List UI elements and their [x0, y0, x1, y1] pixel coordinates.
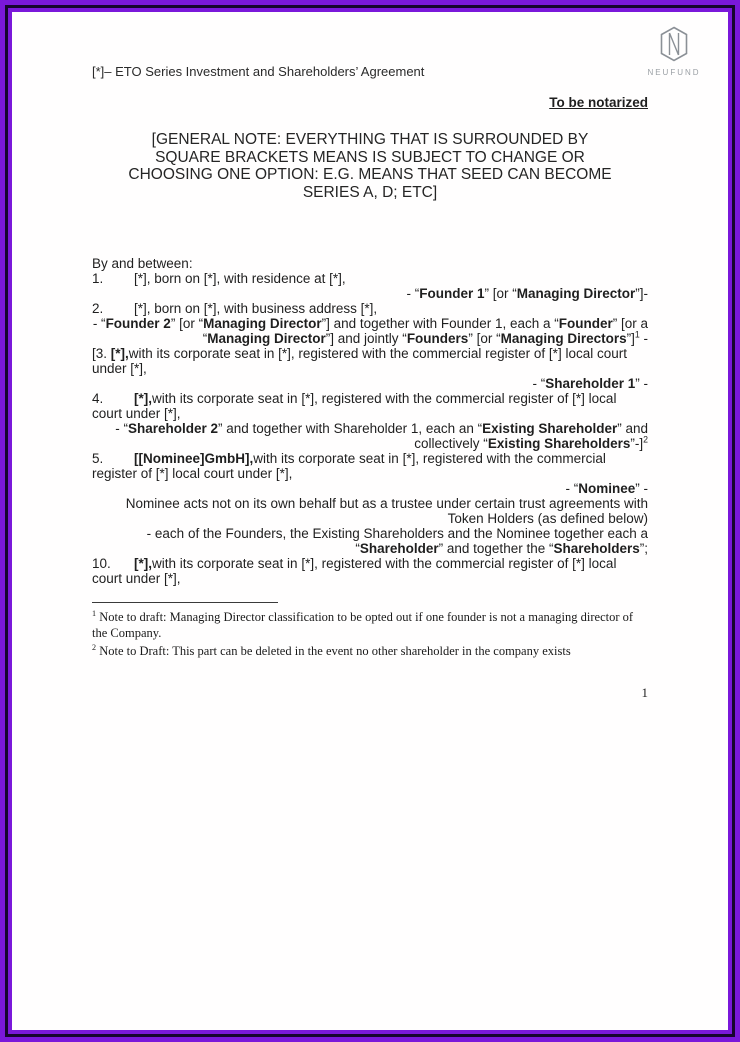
party-item-5 [92, 451, 648, 481]
footnote-1 [92, 609, 648, 641]
footnote-text: Note to Draft: This part can be deleted in the event no other shareholder in the company exists [99, 644, 571, 658]
designation-nominee: - “Nominee” - [565, 481, 648, 496]
general-note [92, 131, 648, 201]
notarized-note: To be notarized [549, 95, 648, 110]
neufund-hexagon-icon [659, 26, 689, 62]
party-item-1 [92, 271, 648, 286]
item-text: [*],with its corporate seat in [*], registered with the commercial register of [*] local court under [*], [92, 391, 617, 421]
document-page [12, 12, 728, 1030]
footnote-marker: 1 [92, 608, 97, 618]
purple-inner-border [8, 8, 732, 1034]
item-text: [*],with its corporate seat in [*], registered with the commercial register of [*] local court under [*], [92, 556, 617, 586]
general-note-line: SQUARE BRACKETS MEANS IS SUBJECT TO CHANGE OR [155, 148, 585, 166]
shareholders-collective-designation: - each of the Founders, the Existing Shareholders and the Nominee together each a “Shareholder” and together the “Shareholders”; [146, 526, 648, 556]
item-number: 1. [92, 271, 104, 286]
footnote-separator [92, 602, 278, 603]
designation-shareholder-1: - “Shareholder 1” - [532, 376, 648, 391]
brand-name: NEUFUND [647, 68, 701, 77]
nominee-trustee-note: Nominee acts not on its own behalf but as a trustee under certain trust agreements with Token Holders (as defined below) [125, 496, 648, 526]
designation-shareholder-2: - “Shareholder 2” and together with Shareholder 1, each an “Existing Shareholder” and collectively “Existing Shareholders”-]$^2$ [115, 421, 648, 451]
neufund-logo [642, 26, 706, 80]
party-item-3 [92, 346, 648, 376]
intro-line: By and between: [92, 256, 193, 271]
dark-border-stripe [5, 5, 735, 1037]
footnote-text: Note to draft: Managing Director classification to be opted out if one founder is not a managing director of the Company. [92, 610, 634, 640]
document-header-title: [*]– ETO Series Investment and Shareholders’ Agreement [92, 64, 425, 79]
footnote-2 [92, 643, 648, 659]
item-number: 10. [92, 556, 111, 571]
general-note-line: [GENERAL NOTE: EVERYTHING THAT IS SURROUNDED BY [151, 131, 589, 148]
item-text: [[Nominee]GmbH],with its corporate seat in [*], registered with the commercial register of [*] local court under [*], [92, 451, 606, 481]
party-item-10 [92, 556, 648, 586]
footnotes-section [92, 602, 648, 659]
item-text: [3. [*],with its corporate seat in [*], registered with the commercial register of [*] local court under [*], [92, 346, 627, 376]
item-number: 5. [92, 451, 104, 466]
general-note-line: SERIES A, D; ETC] [302, 183, 438, 201]
designation-founder-2: - “Founder 2” [or “Managing Director”] and together with Founder 1, each a “Founder” [or a “Managing Director”] and jointly “Founders” [or “Managing Directors”]$^1$ - [92, 316, 648, 346]
party-item-2 [92, 301, 648, 316]
footnote-marker: 2 [92, 642, 97, 652]
general-note-line: CHOOSING ONE OPTION: E.G. MEANS THAT SEED CAN BECOME [128, 166, 612, 183]
party-item-4 [92, 391, 648, 421]
item-text: [*], born on [*], with residence at [*], [134, 271, 346, 286]
designation-founder-1: - “Founder 1” [or “Managing Director”]- [406, 286, 648, 301]
item-number: 2. [92, 301, 104, 316]
page-number: 1 [641, 685, 648, 700]
item-number: 4. [92, 391, 104, 406]
item-text: [*], born on [*], with business address [*], [134, 301, 378, 316]
